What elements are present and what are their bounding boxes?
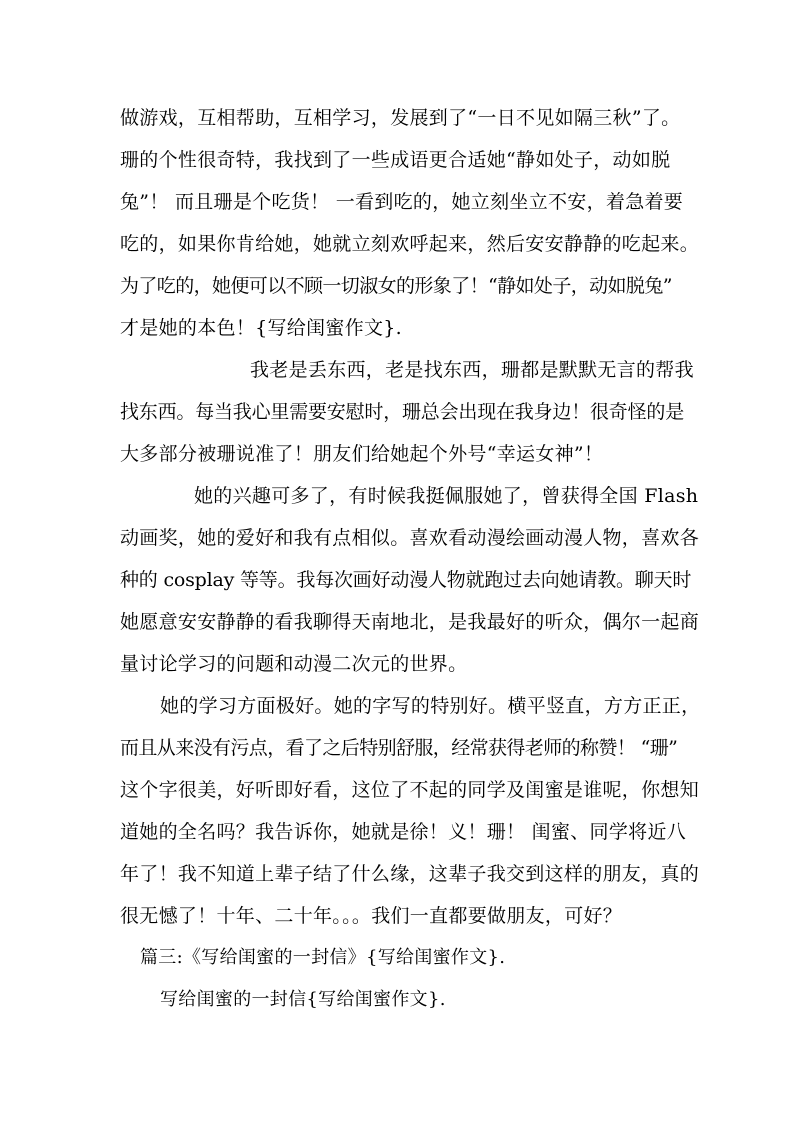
text-line: 而且从来没有污点，看了之后特别舒服，经常获得老师的称赞！ “珊”	[120, 737, 678, 759]
section-heading: 篇三:《写给闺蜜的一封信》{写给闺蜜作文}.	[140, 947, 506, 968]
text-line: 种的 cosplay 等等。我每次画好动漫人物就跑过去向她请教。聊天时	[120, 569, 692, 591]
text-line: 量讨论学习的问题和动漫二次元的世界。	[120, 653, 468, 675]
text-line: 兔”！ 而且珊是个吃货！ 一看到吃的，她立刻坐立不安，着急着要	[120, 191, 684, 213]
text-line: 她的兴趣可多了，有时候我挺佩服她了，曾获得全国 Flash	[194, 485, 699, 507]
text-line: 写给闺蜜的一封信{写给闺蜜作文}.	[160, 989, 446, 1010]
text-line: 做游戏，互相帮助，互相学习，发展到了“一日不见如隔三秋”了。	[120, 107, 681, 129]
text-line: 大多部分被珊说准了！朋友们给她起个外号“幸运女神”！	[120, 443, 604, 465]
text-line: 找东西。每当我心里需要安慰时，珊总会出现在我身边！很奇怪的是	[120, 401, 685, 423]
text-line: 她的学习方面极好。她的字写的特别好。横平竖直，方方正正，	[160, 695, 701, 717]
text-line: 年了！我不知道上辈子结了什么缘，这辈子我交到这样的朋友，真的	[120, 863, 700, 885]
text-line: 才是她的本色！{写给闺蜜作文}.	[120, 317, 403, 339]
text-line: 动画奖，她的爱好和我有点相似。喜欢看动漫绘画动漫人物，喜欢各	[120, 527, 700, 549]
text-line: 这个字很美，好听即好看，这位了不起的同学及闺蜜是谁呢，你想知	[120, 779, 700, 801]
text-line: 她愿意安安静静的看我聊得天南地北，是我最好的听众，偶尔一起商	[120, 611, 700, 633]
text-line: 道她的全名吗？我告诉你，她就是徐！义！珊！ 闺蜜、同学将近八	[120, 821, 687, 843]
text-line: 很无憾了！十年、二十年。。。我们一直都要做朋友，可好？	[120, 905, 623, 927]
text-line: 我老是丢东西，老是找东西，珊都是默默无言的帮我	[250, 359, 694, 381]
text-line: 珊的个性很奇特，我找到了一些成语更合适她“静如处子，动如脱	[120, 149, 671, 171]
text-line: 为了吃的，她便可以不顾一切淑女的形象了！“静如处子，动如脱兔”	[120, 275, 672, 297]
text-line: 吃的，如果你肯给她，她就立刻欢呼起来，然后安安静静的吃起来。	[120, 233, 700, 255]
